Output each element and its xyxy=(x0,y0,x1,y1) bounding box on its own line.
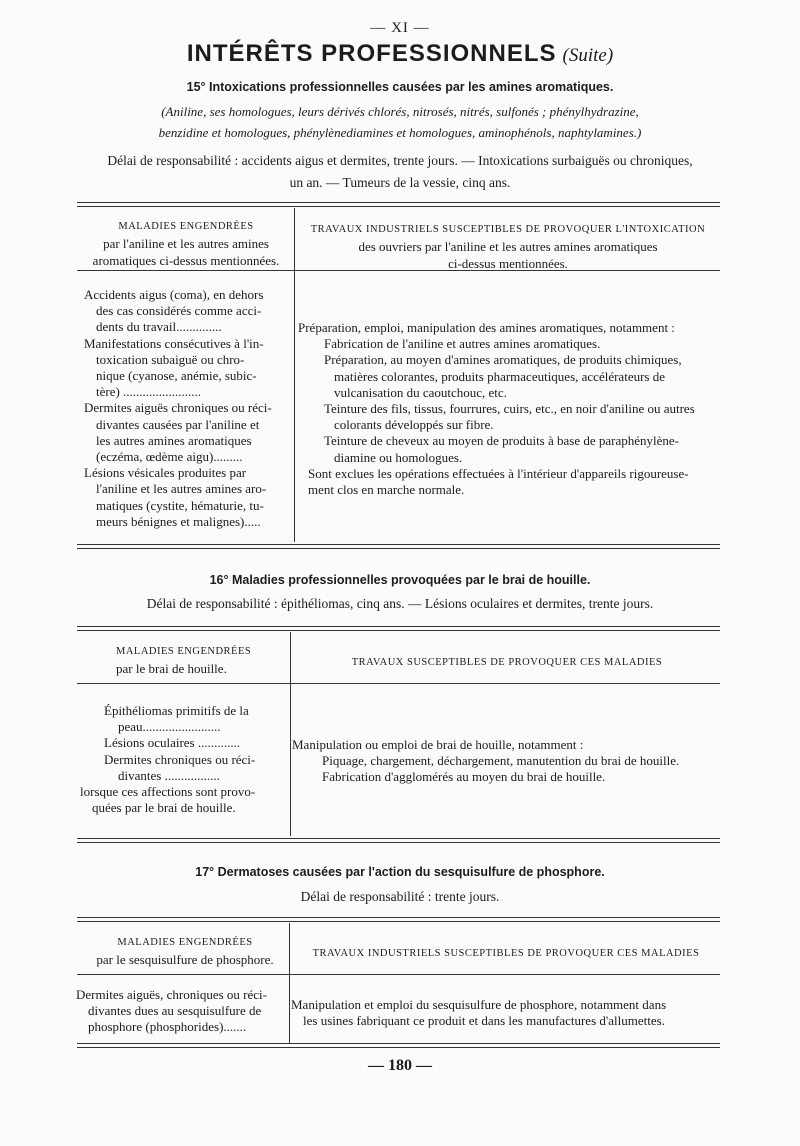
table-17-left-column xyxy=(76,987,287,1036)
left-line: divantes causées par l'aniline et xyxy=(96,416,260,432)
right-line: colorants développés sur fibre. xyxy=(334,417,494,433)
left-line: meurs bénignes et malignes)..... xyxy=(96,513,261,529)
left-line: Manifestations consécutives à l'in- xyxy=(84,335,264,351)
left-line: Lésions vésicales produites par xyxy=(84,465,247,481)
left-line: Dermites chroniques ou réci- xyxy=(104,751,256,767)
section-17-delai: Délai de responsabilité : trente jours. xyxy=(300,889,500,904)
left-header-line-2: par le sesquisulfure de phosphore. xyxy=(96,952,274,967)
left-line: Accidents aigus (coma), en dehors xyxy=(84,287,264,302)
left-line: Épithéliomas primitifs de la xyxy=(104,703,249,718)
left-line: tère) ........................ xyxy=(96,384,202,400)
table-17-top-rule-2 xyxy=(77,921,720,922)
section-16-delai: Délai de responsabilité : épithéliomas, cinq ans. — Lésions oculaires et dermites, trente jours. xyxy=(146,596,654,611)
left-line: matiques (cystite, hématurie, tu- xyxy=(96,497,264,513)
left-line: (eczéma, œdème aigu)......... xyxy=(96,449,243,465)
table-16-top-rule xyxy=(77,626,720,627)
right-line: Fabrication de l'aniline et autres amines aromatiques. xyxy=(324,336,601,352)
substances-line-2: benzidine et homologues, phénylènediamines et homologues, aminophénols, naphtylamines.) xyxy=(158,125,642,140)
table-17-bottom-rule xyxy=(77,1043,720,1044)
table-16-bottom-rule xyxy=(77,838,720,839)
table-15-bottom-rule-2 xyxy=(77,548,720,549)
table-16-bottom-rule-2 xyxy=(77,842,720,843)
title-suite: (Suite) xyxy=(562,45,614,66)
right-line: Manipulation ou emploi de brai de houille, notamment : xyxy=(292,737,584,752)
left-line: Dermites aiguës chroniques ou réci- xyxy=(84,400,272,416)
table-16-right-header xyxy=(294,654,720,671)
left-header-caps: MALADIES ENGENDRÉES xyxy=(117,937,253,948)
right-line: Teinture de cheveux au moyen de produits à base de paraphénylène- xyxy=(324,433,679,449)
page-roman-number: — XI — xyxy=(370,20,430,36)
table-15-right-header xyxy=(298,221,718,272)
left-line: divantes dues au sesquisulfure de xyxy=(88,1003,262,1019)
left-line: des cas considérés comme acci- xyxy=(96,303,262,319)
table-17-right-header xyxy=(292,945,720,962)
table-17-top-rule xyxy=(77,917,720,918)
table-17-header-rule xyxy=(77,974,720,975)
table-17-bottom-rule-2 xyxy=(77,1047,720,1048)
left-line: divantes ................. xyxy=(118,767,220,783)
left-header-line-2: par l'aniline et les autres amines xyxy=(103,236,269,251)
right-line: Préparation, emploi, manipulation des amines aromatiques, notamment : xyxy=(298,320,675,335)
left-line: l'aniline et les autres amines aro- xyxy=(96,481,267,497)
section-15-heading: 15° Intoxications professionnelles causées par les amines aromatiques. xyxy=(186,80,614,94)
left-header-line-3: aromatiques ci-dessus mentionnées. xyxy=(92,253,280,268)
left-line: phosphore (phosphorides)....... xyxy=(88,1019,247,1035)
table-17-right-column xyxy=(291,997,723,1029)
delai-line-1: Délai de responsabilité : accidents aigus et dermites, trente jours. — Intoxications surbaiguës ou chroniques, xyxy=(107,153,693,168)
section-17-heading: 17° Dermatoses causées par l'action du sesquisulfure de phosphore. xyxy=(195,865,605,879)
table-16-left-header xyxy=(116,643,286,677)
right-line: ment clos en marche normale. xyxy=(308,482,465,498)
page-footer-number: — 180 — xyxy=(368,1057,432,1074)
right-line: matières colorantes, produits pharmaceutiques, accélérateurs de xyxy=(334,368,665,384)
right-line: les usines fabriquant ce produit et dans les manufactures d'allumettes. xyxy=(303,1013,665,1029)
table-16-left-column xyxy=(80,703,288,816)
right-header-line-3: ci-dessus mentionnées. xyxy=(448,256,568,271)
right-header-caps: TRAVAUX INDUSTRIELS SUSCEPTIBLES DE PROVOQUER CES MALADIES xyxy=(312,948,700,959)
delai-line-2: un an. — Tumeurs de la vessie, cinq ans. xyxy=(289,175,511,190)
left-line: lorsque ces affections sont provo- xyxy=(80,784,256,800)
table-16-top-rule-2 xyxy=(77,630,720,631)
right-header-line-2: des ouvriers par l'aniline et les autres amines aromatiques xyxy=(358,239,658,254)
right-line: Sont exclues les opérations effectuées à l'intérieur d'appareils rigoureuse- xyxy=(308,465,689,481)
table-15-header-rule xyxy=(77,270,720,271)
left-line: toxication subaiguë ou chro- xyxy=(96,351,245,367)
left-header-caps: MALADIES ENGENDRÉES xyxy=(116,646,252,657)
section-15-delai xyxy=(0,150,800,194)
right-line: diamine ou homologues. xyxy=(334,449,463,465)
right-line: Fabrication d'agglomérés au moyen du brai de houille. xyxy=(322,769,606,785)
left-line: Dermites aiguës, chroniques ou réci- xyxy=(76,987,267,1002)
substances-line-1: (Aniline, ses homologues, leurs dérivés chlorés, nitrosés, nitrés, sulfonés ; phénylhydrazine, xyxy=(161,104,639,119)
section-15-substances xyxy=(0,101,800,143)
right-line: Teinture des fils, tissus, fourrures, cuirs, etc., en noir d'aniline ou autres xyxy=(324,401,695,417)
table-15-left-column xyxy=(84,287,292,530)
right-header-caps: TRAVAUX SUSCEPTIBLES DE PROVOQUER CES MALADIES xyxy=(351,657,663,668)
left-line: les autres amines aromatiques xyxy=(96,432,252,448)
left-header-line-2: par le brai de houille. xyxy=(116,661,227,676)
table-16-right-column xyxy=(292,737,722,786)
left-line: dents du travail.............. xyxy=(96,319,222,335)
table-15-divider xyxy=(294,208,295,542)
table-15-top-rule xyxy=(77,202,720,203)
title-text: INTÉRÊTS PROFESSIONNELS xyxy=(186,40,557,67)
table-17-divider xyxy=(289,923,290,1043)
left-line: quées par le brai de houille. xyxy=(92,800,236,816)
right-header-caps: TRAVAUX INDUSTRIELS SUSCEPTIBLES DE PROVOQUER L'INTOXICATION xyxy=(310,224,706,235)
table-15-bottom-rule xyxy=(77,544,720,545)
table-15-right-column xyxy=(298,320,722,498)
right-line: Manipulation et emploi du sesquisulfure de phosphore, notamment dans xyxy=(291,997,667,1012)
page-title xyxy=(0,40,800,68)
table-15-top-rule-2 xyxy=(77,206,720,207)
left-line: peau........................ xyxy=(118,719,221,735)
table-16-divider xyxy=(290,632,291,836)
table-16-header-rule xyxy=(77,683,720,684)
right-line: Préparation, au moyen d'amines aromatiques, de produits chimiques, xyxy=(324,352,682,368)
left-line: nique (cyanose, anémie, subic- xyxy=(96,368,257,384)
table-15-left-header xyxy=(80,218,292,269)
section-16-heading: 16° Maladies professionnelles provoquées par le brai de houille. xyxy=(209,573,591,587)
table-17-left-header xyxy=(82,934,288,968)
right-line: Piquage, chargement, déchargement, manutention du brai de houille. xyxy=(322,753,680,769)
right-line: vulcanisation du caoutchouc, etc. xyxy=(334,384,507,400)
left-line: Lésions oculaires ............. xyxy=(104,735,241,751)
left-header-caps: MALADIES ENGENDRÉES xyxy=(118,221,254,232)
